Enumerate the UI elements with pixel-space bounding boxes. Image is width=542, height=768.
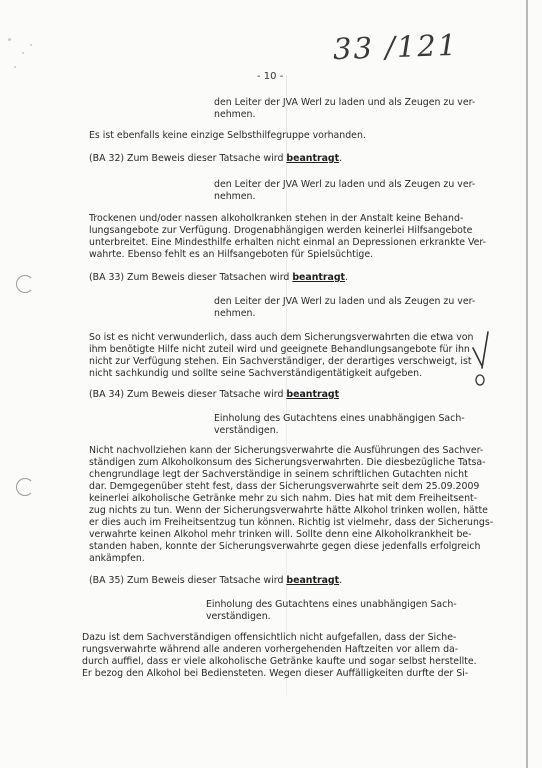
punch-hole bbox=[16, 478, 34, 496]
text-line: ihm benötigte Hilfe nicht zuteil wird und geeignete Behandlungsangebote für ihn bbox=[89, 344, 470, 355]
text-line: durch auffiel, dass er viele alkoholische Getränke kaufte und sogar selbst herstellte. bbox=[82, 656, 477, 667]
page-edge-shadow bbox=[526, 0, 528, 768]
punch-hole bbox=[16, 275, 34, 293]
text-line: den Leiter der JVA Werl zu laden und als Zeugen zu ver- bbox=[214, 97, 476, 108]
text-line: ankämpfen. bbox=[89, 553, 145, 564]
text-line: dar. Demgegenüber steht fest, dass der Sicherungsverwahrte seit dem 25.09.2009 bbox=[89, 481, 480, 492]
text-line: chengrundlage legt der Sachverständige in seinem schriftlichen Gutachten nicht bbox=[89, 469, 468, 480]
text-segment: . bbox=[339, 575, 343, 586]
text-line: lungsangebote zur Verfügung. Drogenabhängigen werden keinerlei Hilfsangebote bbox=[89, 225, 473, 236]
text-line: Nicht nachvollziehen kann der Sicherungsverwahrte die Ausführungen des Sachver- bbox=[89, 445, 484, 456]
text-segment: (BA 34) Zum Beweis dieser Tatsache wird bbox=[89, 389, 287, 400]
scan-speckle bbox=[14, 66, 16, 68]
text-line: wahrte. Ebenso fehlt es an Hilfsangeboten für Spielsüchtige. bbox=[89, 249, 374, 260]
text-line: verständigen. bbox=[214, 425, 279, 436]
text-line: Trockenen und/oder nassen alkoholkranken stehen in der Anstalt keine Behand- bbox=[89, 213, 464, 224]
text-line: Er bezog den Alkohol bei Bediensteten. Wegen dieser Auffälligkeiten durfte der Si- bbox=[82, 668, 469, 679]
text-line: nicht zur Verfügung stehen. Ein Sachverständiger, der derartiges verschweigt, ist bbox=[89, 356, 472, 367]
text-line: So ist es nicht verwunderlich, dass auch dem Sicherungsverwahrten die etwa von bbox=[89, 332, 474, 343]
proof-request-32 bbox=[89, 154, 342, 164]
text-segment: . bbox=[339, 153, 343, 164]
text-line: den Leiter der JVA Werl zu laden und als Zeugen zu ver- bbox=[214, 296, 476, 307]
text-line: Einholung des Gutachtens eines unabhängigen Sach- bbox=[214, 413, 465, 424]
emphasis-beantragt: beantragt bbox=[286, 389, 340, 400]
text-line: nehmen. bbox=[214, 191, 256, 202]
page-number: - 10 - bbox=[257, 71, 284, 82]
text-line: Dazu ist dem Sachverständigen offensichtlich nicht aufgefallen, dass der Siche- bbox=[82, 632, 457, 643]
handwritten-page-number: 33 /121 bbox=[332, 27, 459, 67]
scan-speckle bbox=[22, 52, 24, 54]
scan-speckle bbox=[8, 38, 11, 41]
text-segment: (BA 33) Zum Beweis dieser Tatsachen wird bbox=[89, 272, 293, 283]
text-line: zug nichts zu tun. Wenn der Sicherungsverwahrte hätte Alkohol trinken wollen, hätte bbox=[89, 505, 488, 516]
scan-speckle bbox=[30, 44, 32, 46]
text-line: keinerlei alkoholische Getränke mehr zu sich nahm. Dies hat mit dem Freiheitsent- bbox=[89, 493, 478, 504]
text-line: nicht sachkundig und sollte seine Sachverständigentätigkeit aufgeben. bbox=[89, 368, 423, 379]
emphasis-beantragt: beantragt bbox=[286, 575, 340, 586]
emphasis-beantragt: beantragt bbox=[286, 153, 340, 164]
text-line: Es ist ebenfalls keine einzige Selbsthilfegruppe vorhanden. bbox=[89, 130, 366, 141]
text-line: unterbreitet. Eine Mindesthilfe erhalten nicht einmal an Depressionen erkrankte Ver- bbox=[89, 237, 487, 248]
text-segment: (BA 32) Zum Beweis dieser Tatsache wird bbox=[89, 153, 287, 164]
text-line: rungsverwahrte während alle anderen vorhergehenden Haftzeiten vor allem da- bbox=[82, 644, 459, 655]
text-line: den Leiter der JVA Werl zu laden und als Zeugen zu ver- bbox=[214, 179, 476, 190]
emphasis-beantragt: beantragt bbox=[292, 272, 346, 283]
text-line: standen haben, konnte der Sicherungsverwahrte gegen diese jedenfalls erfolgreich bbox=[89, 541, 481, 552]
proof-request-33 bbox=[89, 273, 348, 283]
text-line: verwahrte keinen Alkohol mehr trinken will. Sollte denn eine Alkoholkrankheit be- bbox=[89, 529, 472, 540]
text-line: nehmen. bbox=[214, 308, 256, 319]
text-line: Einholung des Gutachtens eines unabhängigen Sach- bbox=[206, 599, 457, 610]
proof-request-34 bbox=[89, 390, 339, 400]
handwritten-check-mark bbox=[468, 328, 508, 398]
text-line: verständigen. bbox=[206, 611, 271, 622]
text-segment: . bbox=[345, 272, 349, 283]
proof-request-35 bbox=[89, 576, 342, 586]
text-line: er dies auch im Freiheitsentzug tun können. Richtig ist vielmehr, dass der Sicherungs- bbox=[89, 517, 494, 528]
text-line: ständigen zum Alkoholkonsum des Sicherungsverwahrten. Die diesbezügliche Tatsa- bbox=[89, 457, 486, 468]
text-line: nehmen. bbox=[214, 109, 256, 120]
text-segment: (BA 35) Zum Beweis dieser Tatsache wird bbox=[89, 575, 287, 586]
